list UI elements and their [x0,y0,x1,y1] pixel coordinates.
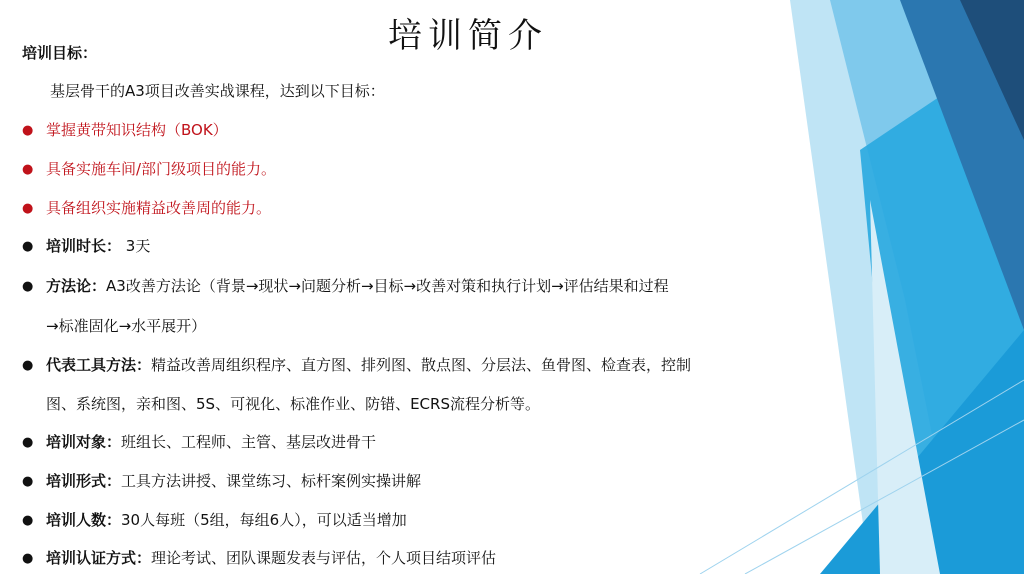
bullet-icon: ● [22,474,34,489]
audience-item [22,432,376,453]
duration-label: 培训时长： [46,237,122,255]
goal-text: 具备实施车间/部门级项目的能力。 [46,160,277,178]
headcount-item [22,510,407,531]
headcount-label: 培训人数： [46,511,122,529]
tools-item [22,355,691,376]
bullet-icon: ● [22,162,34,177]
certification-label: 培训认证方式： [46,549,152,567]
method-item [22,276,669,297]
goal-item [22,120,228,141]
bullet-icon: ● [22,201,34,216]
goal-text: 掌握黄带知识结构（BOK） [46,121,228,139]
goal-item [22,198,271,219]
format-item [22,471,421,492]
bullet-icon: ● [22,435,34,450]
certification-item [22,548,496,569]
bullet-icon: ● [22,123,34,138]
tools-value-continued: 图、系统图，亲和图、5S、可视化、标准作业、防错、ECRS流程分析等。 [46,395,540,413]
headcount-value: 30人每班（5组，每组6人），可以适当增加 [121,511,407,529]
goal-heading: 培训目标： [22,44,98,62]
certification-value: 理论考试、团队课题发表与评估，个人项目结项评估 [151,549,497,567]
method-value-continued: →标准固化→水平展开） [46,317,207,335]
bullet-icon: ● [22,551,34,566]
bullet-icon: ● [22,279,34,294]
audience-label: 培训对象： [46,433,122,451]
tools-label: 代表工具方法： [46,356,152,374]
slide-title: 培训简介 [388,16,548,56]
bullet-icon: ● [22,358,34,373]
bullet-icon: ● [22,239,34,254]
goal-text: 具备组织实施精益改善周的能力。 [46,199,272,217]
goal-item [22,159,276,180]
tools-value: 精益改善周组织程序、直方图、排列图、散点图、分层法、鱼骨图、检查表，控制 [151,356,692,374]
format-label: 培训形式： [46,472,122,490]
bullet-icon: ● [22,513,34,528]
method-value: A3改善方法论（背景→现状→问题分析→目标→改善对策和执行计划→评估结果和过程 [106,277,669,295]
duration-item [22,236,150,257]
method-label: 方法论： [46,277,107,295]
format-value: 工具方法讲授、课堂练习、标杆案例实操讲解 [121,472,422,490]
audience-value: 班组长、工程师、主管、基层改进骨干 [121,433,377,451]
goal-intro: 基层骨干的A3项目改善实战课程，达到以下目标： [50,82,385,100]
duration-value: 3天 [121,237,151,255]
